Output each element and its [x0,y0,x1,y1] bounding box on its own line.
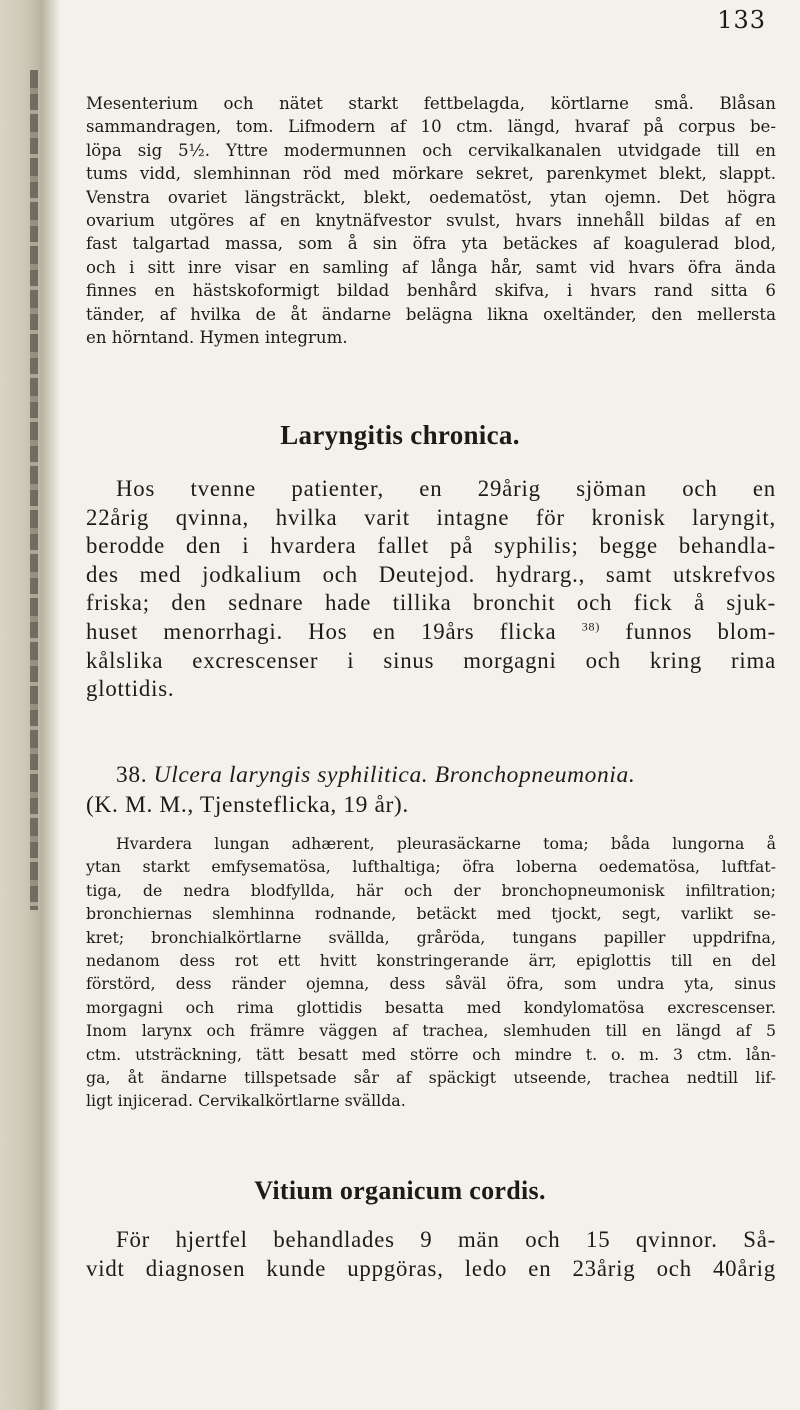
text-line: 22årig qvinna, hvilka varit intagne för kronisk laryngit, [86,504,776,530]
text-line: tiga, de nedra blodfyllda, här och der bronchopneumonisk infiltration; [86,880,776,900]
section-heading-vitium: Vitium organicum cordis. [254,1176,546,1205]
case-subtitle: (K. M. M., Tjensteflicka, 19 år). [86,792,409,818]
footnote-ref: 38) [581,619,601,634]
text-line: ga, åt ändarne tillspetsade sår af späckigt utseende, trachea nedtill lif- [86,1068,776,1088]
text-line: Inom larynx och främre väggen af trachea, slemhuden till en längd af 5 [86,1021,776,1041]
text-line: tums vidd, slemhinnan röd med mörkare sekret, parenkymet blekt, slappt. [86,164,776,184]
text-fragment: huset menorrhagi. Hos en 19års flicka [86,618,557,644]
text-line: Hvardera lungan adhærent, pleurasäckarne toma; båda lungorna å [116,834,776,853]
case-header [86,760,776,820]
text-fragment: funnos blom- [625,618,776,644]
text-line: Mesenterium och nätet starkt fettbelagda, körtlarne små. Blåsan [86,94,776,113]
text-line: För hjertfel behandlades 9 män och 15 qvinnor. Så- [116,1227,776,1252]
case-title: Ulcera laryngis syphilitica. Bronchopneumonia. [153,762,636,788]
text-line: och i sitt inre visar en samling af långa hår, samt vid hvars öfra ända [86,257,776,277]
text-line: sammandragen, tom. Lifmodern af 10 ctm. längd, hvaraf på corpus be- [86,117,776,137]
text-line: fast talgartad massa, som å sin öfra yta betäckes af koagulerad blod, [86,234,776,254]
text-line: berodde den i hvardera fallet på syphilis; begge behandla- [86,533,776,559]
section-heading-laryngitis: Laryngitis chronica. [280,420,520,450]
case-number: 38. [116,762,148,788]
text-line: vidt diagnosen kunde uppgöras, ledo en 23årig och 40årig [86,1255,776,1281]
text-line: friska; den sednare hade tillika bronchit och fick å sjuk- [86,590,776,616]
text-line: förstörd, dess ränder ojemna, dess såväl öfra, som undra yta, sinus [86,974,776,994]
text-line: des med jodkalium och Deutejod. hydrarg., samt utskrefvos [86,561,776,587]
autopsy-paragraph [86,92,776,349]
text-line: kålslika excrescenser i sinus morgagni och kring rima [86,647,776,673]
text-line: ligt injicerad. Cervikalkörtlarne svällda. [86,1091,406,1111]
page-number: 133 [717,6,766,34]
laryngitis-paragraph [86,475,776,704]
text-line: morgagni och rima glottidis besatta med kondylomatösa excrescenser. [86,997,776,1017]
text-line: glottidis. [86,676,175,702]
text-line: kret; bronchialkörtlarne svällda, gråröda, tungans papiller uppdrifna, [86,927,776,947]
text-line: en hörntand. Hymen integrum. [86,328,348,348]
text-line: ytan starkt emfysematösa, lufthaltiga; öfra loberna oedematösa, luftfat- [86,857,776,877]
vitium-paragraph [86,1226,776,1283]
text-line-with-footnote [86,618,776,647]
text-line: tänder, af hvilka de åt ändarne belägna likna oxeltänder, den mellersta [86,304,776,324]
text-line: finnes en hästskoformigt bildad benhård skifva, i hvars rand sitta 6 [86,281,776,301]
text-line: ovarium utgöres af en knytnäfvestor svulst, hvars innehåll bildas af en [86,211,776,231]
text-line: nedanom dess rot ett hvitt konstringerande ärr, epiglottis till en del [86,951,776,971]
text-line: Venstra ovariet längsträckt, blekt, oedematöst, ytan ojemn. Det högra [86,187,776,207]
text-line: löpa sig 5½. Yttre modermunnen och cervikalkanalen utvidgade till en [86,140,776,160]
text-line: ctm. utsträckning, tätt besatt med större och mindre t. o. m. 3 ctm. lån- [86,1044,776,1064]
text-line: bronchiernas slemhinna rodnande, betäckt med tjockt, segt, varlikt se- [86,904,776,924]
case-findings-paragraph [86,832,776,1113]
text-line: Hos tvenne patienter, en 29årig sjöman och en [116,476,776,501]
